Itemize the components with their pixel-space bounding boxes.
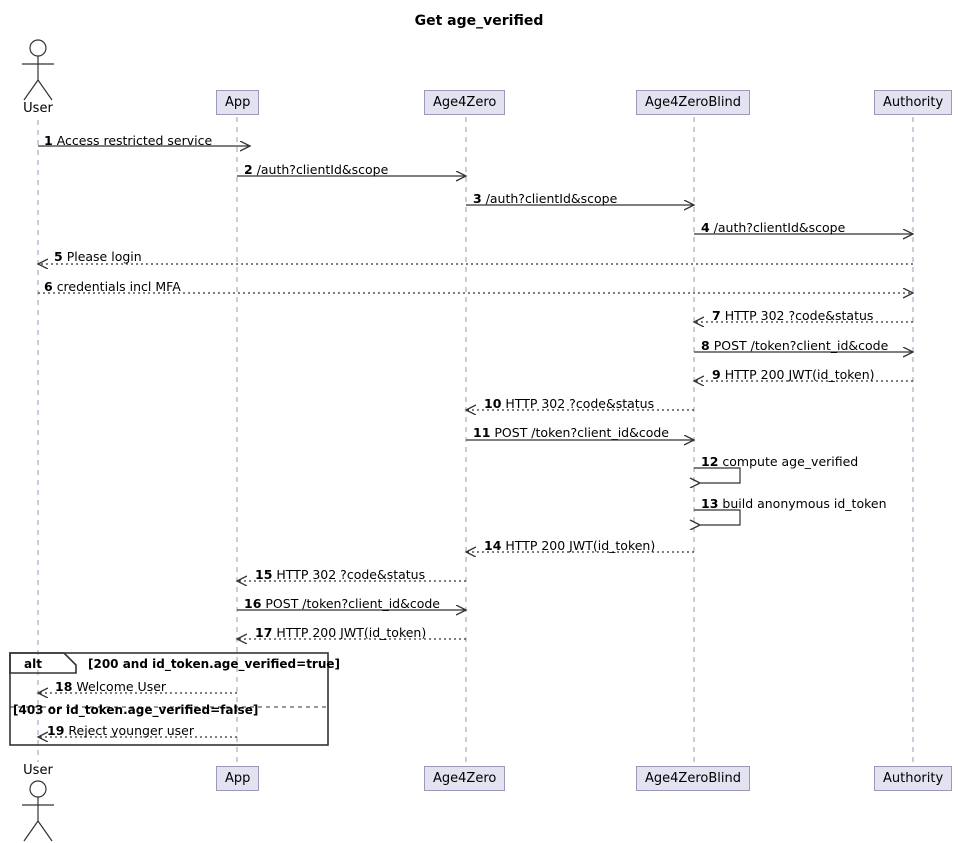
- message-8: [701, 338, 888, 353]
- participant-app-bottom[interactable]: App: [216, 766, 259, 791]
- actor-user-top: [22, 40, 54, 100]
- message-10-number: 10: [484, 396, 502, 411]
- message-3-number: 3: [473, 191, 482, 206]
- diagram-title: Get age_verified: [414, 13, 544, 29]
- message-7-text: HTTP 302 ?code&status: [724, 308, 874, 323]
- message-6: [44, 279, 181, 294]
- message-1: [44, 133, 212, 148]
- message-13-text: build anonymous id_token: [722, 496, 887, 511]
- message-9-text: HTTP 200 JWT(id_token): [724, 367, 875, 382]
- message-15: [255, 567, 425, 582]
- message-5-text: Please login: [66, 249, 142, 264]
- participant-label-user-bottom[interactable]: User: [23, 763, 53, 778]
- alt-condition-1: [200 and id_token.age_verified=true]: [88, 657, 341, 671]
- message-5-number: 5: [54, 249, 63, 264]
- message-5: [54, 249, 142, 264]
- message-15-text: HTTP 302 ?code&status: [276, 567, 426, 582]
- message-11-number: 11: [473, 425, 491, 440]
- message-18-text: Welcome User: [76, 679, 167, 694]
- message-19-number: 19: [47, 723, 65, 738]
- alt-condition-2: [403 or id_token.age_verified=false]: [13, 703, 259, 717]
- message-19: [47, 723, 194, 738]
- message-12-text: compute age_verified: [722, 454, 859, 469]
- participant-age4zero-bottom[interactable]: Age4Zero: [424, 766, 505, 791]
- message-16-text: POST /token?client_id&code: [265, 596, 440, 611]
- message-12: [701, 454, 858, 469]
- message-10-text: HTTP 302 ?code&status: [505, 396, 655, 411]
- actor-user-bottom: [22, 781, 54, 841]
- message-17-number: 17: [255, 625, 273, 640]
- message-7: [712, 308, 873, 323]
- message-11: [473, 425, 669, 440]
- alt-fragment-label: alt: [24, 657, 42, 671]
- participant-authority-top[interactable]: Authority: [874, 90, 952, 115]
- message-4: [701, 220, 845, 235]
- message-16: [244, 596, 440, 611]
- message-6-text: credentials incl MFA: [56, 279, 181, 294]
- message-9-number: 9: [712, 367, 721, 382]
- message-19-text: Reject younger user: [68, 723, 195, 738]
- message-18: [55, 679, 166, 694]
- participant-label-user-top[interactable]: User: [23, 101, 53, 116]
- message-15-number: 15: [255, 567, 273, 582]
- participant-age4zero-top[interactable]: Age4Zero: [424, 90, 505, 115]
- message-16-number: 16: [244, 596, 262, 611]
- participant-authority-bottom[interactable]: Authority: [874, 766, 952, 791]
- message-2-text: /auth?clientId&scope: [256, 162, 389, 177]
- message-13-number: 13: [701, 496, 719, 511]
- participant-app-top[interactable]: App: [216, 90, 259, 115]
- message-8-number: 8: [701, 338, 710, 353]
- message-14-number: 14: [484, 538, 502, 553]
- message-3-text: /auth?clientId&scope: [485, 191, 618, 206]
- message-14: [484, 538, 655, 553]
- message-17: [255, 625, 426, 640]
- message-2: [244, 162, 388, 177]
- message-1-number: 1: [44, 133, 53, 148]
- message-2-number: 2: [244, 162, 253, 177]
- message-17-text: HTTP 200 JWT(id_token): [276, 625, 427, 640]
- message-3: [473, 191, 617, 206]
- message-18-number: 18: [55, 679, 73, 694]
- message-7-number: 7: [712, 308, 721, 323]
- participant-age4zeroblind-top[interactable]: Age4ZeroBlind: [636, 90, 750, 115]
- message-10: [484, 396, 654, 411]
- message-14-text: HTTP 200 JWT(id_token): [505, 538, 656, 553]
- participant-age4zeroblind-bottom[interactable]: Age4ZeroBlind: [636, 766, 750, 791]
- message-12-number: 12: [701, 454, 719, 469]
- message-8-text: POST /token?client_id&code: [713, 338, 889, 353]
- message-11-text: POST /token?client_id&code: [494, 425, 669, 440]
- message-4-text: /auth?clientId&scope: [713, 220, 846, 235]
- message-6-number: 6: [44, 279, 53, 294]
- message-13: [701, 496, 887, 511]
- message-1-text: Access restricted service: [56, 133, 213, 148]
- message-4-number: 4: [701, 220, 710, 235]
- message-9: [712, 367, 875, 382]
